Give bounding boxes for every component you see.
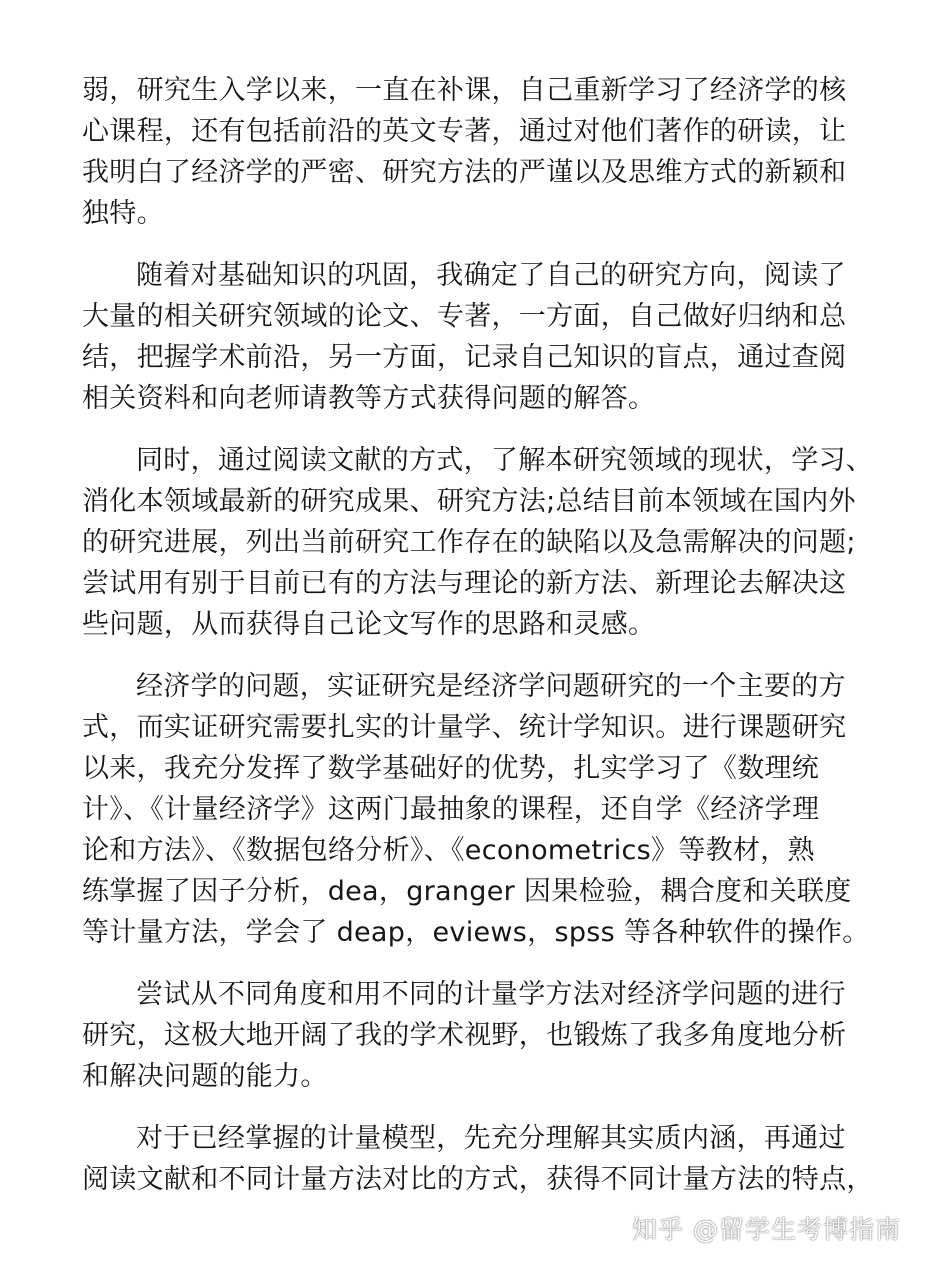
paragraph-5 xyxy=(82,974,862,1097)
text-line: 结，把握学术前沿，另一方面，记录自己知识的盲点，通过查阅 xyxy=(82,342,847,373)
text-line: 同时，通过阅读文献的方式，了解本研究领域的现状，学习、 xyxy=(136,445,874,476)
watermark: 知乎 @留学生考博指南 xyxy=(632,1215,901,1244)
text-line: 些问题，从而获得自己论文写作的思路和灵感。 xyxy=(82,609,656,640)
text-line: 等计量方法，学会了 deap，eviews，spss 等各种软件的操作。 xyxy=(82,917,870,948)
text-line: 弱，研究生入学以来，一直在补课，自己重新学习了经济学的核 xyxy=(82,75,847,106)
paragraph-4 xyxy=(82,666,870,953)
paragraph-2 xyxy=(82,255,862,419)
text-line: 随着对基础知识的巩固，我确定了自己的研究方向，阅读了 xyxy=(136,260,846,291)
text-line: 论和方法》、《数据包络分析》、《econometrics》等教材，熟 xyxy=(82,835,815,866)
paragraph-3 xyxy=(82,440,874,645)
text-line: 独特。 xyxy=(82,198,164,229)
text-line: 计》、《计量经济学》这两门最抽象的课程，还自学《经济学理 xyxy=(82,794,820,825)
text-line: 尝试用有别于目前已有的方法与理论的新方法、新理论去解决这 xyxy=(82,568,847,599)
text-line: 对于已经掌握的计量模型，先充分理解其实质内涵，再通过 xyxy=(136,1123,846,1154)
text-line: 心课程，还有包括前沿的英文专著，通过对他们著作的研读，让 xyxy=(82,116,847,147)
text-line: 我明白了经济学的严密、研究方法的严谨以及思维方式的新颖和 xyxy=(82,157,847,188)
text-line: 相关资料和向老师请教等方式获得问题的解答。 xyxy=(82,383,656,414)
text-line: 练掌握了因子分析，dea，granger 因果检验，耦合度和关联度 xyxy=(82,876,852,907)
text-line: 经济学的问题，实证研究是经济学问题研究的一个主要的方 xyxy=(136,671,846,702)
text-line: 的研究进展，列出当前研究工作存在的缺陷以及急需解决的问题; xyxy=(82,527,856,558)
text-line: 式，而实证研究需要扎实的计量学、统计学知识。进行课题研究 xyxy=(82,712,847,743)
document-body xyxy=(82,70,874,1221)
text-line: 和解决问题的能力。 xyxy=(82,1061,328,1092)
paragraph-6 xyxy=(82,1118,874,1200)
text-line: 以来，我充分发挥了数学基础好的优势，扎实学习了《数理统 xyxy=(82,753,820,784)
paragraph-1 xyxy=(82,70,862,234)
text-line: 阅读文献和不同计量方法对比的方式，获得不同计量方法的特点， xyxy=(82,1164,874,1195)
text-line: 消化本领域最新的研究成果、研究方法;总结目前本领域在国内外 xyxy=(82,486,856,517)
text-line: 研究，这极大地开阔了我的学术视野，也锻炼了我多角度地分析 xyxy=(82,1020,847,1051)
text-line: 大量的相关研究领域的论文、专著，一方面，自己做好归纳和总 xyxy=(82,301,847,332)
text-line: 尝试从不同角度和用不同的计量学方法对经济学问题的进行 xyxy=(136,979,846,1010)
